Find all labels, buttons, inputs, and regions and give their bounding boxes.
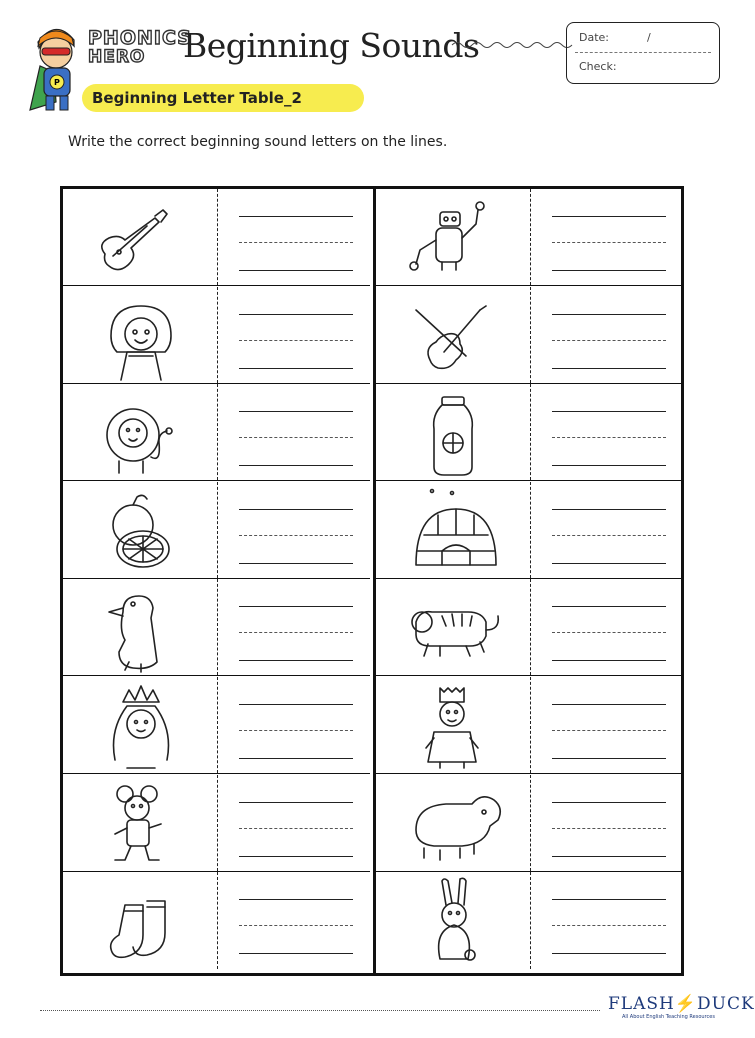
column-divider (217, 287, 218, 383)
top-line (239, 411, 353, 412)
left-row-4 (63, 482, 370, 579)
column-divider (217, 872, 218, 969)
king-icon (376, 677, 530, 774)
column-divider (530, 189, 531, 285)
column-divider (217, 579, 218, 675)
instruction-text: Write the correct beginning sound letters on the lines. (68, 134, 448, 150)
left-row-1 (63, 189, 370, 286)
midline-dashed (239, 730, 353, 731)
electric-guitar-icon (63, 189, 217, 286)
writing-lines[interactable] (552, 579, 666, 676)
midline-dashed (552, 340, 666, 341)
column-divider (217, 482, 218, 578)
midline-dashed (239, 632, 353, 633)
base-line (239, 660, 353, 661)
brand-line1: PHONICS (88, 27, 192, 49)
svg-text:P: P (54, 78, 60, 87)
hippo-icon (376, 775, 530, 872)
right-row-6 (376, 677, 683, 774)
midline-dashed (239, 828, 353, 829)
top-line (552, 802, 666, 803)
column-divider (217, 677, 218, 773)
writing-lines[interactable] (552, 677, 666, 774)
base-line (552, 856, 666, 857)
violin-icon (376, 287, 530, 384)
writing-lines[interactable] (239, 482, 353, 579)
orange-icon (63, 482, 217, 579)
check-label: Check: (579, 60, 617, 73)
top-line (239, 606, 353, 607)
top-line (239, 802, 353, 803)
penguin-icon (63, 579, 217, 676)
base-line (239, 368, 353, 369)
top-line (239, 509, 353, 510)
writing-lines[interactable] (552, 384, 666, 481)
base-line (239, 856, 353, 857)
writing-lines[interactable] (239, 579, 353, 676)
tiger-icon (376, 579, 530, 676)
right-row-8 (376, 872, 683, 969)
midline-dashed (552, 730, 666, 731)
writing-lines[interactable] (552, 189, 666, 286)
writing-lines[interactable] (239, 287, 353, 384)
midline-dashed (552, 437, 666, 438)
midline-dashed (552, 535, 666, 536)
beginning-letter-table (60, 186, 684, 976)
date-separator: / (647, 31, 651, 44)
base-line (552, 368, 666, 369)
top-line (239, 216, 353, 217)
date-label: Date: (579, 31, 609, 44)
column-divider (530, 677, 531, 773)
left-row-7 (63, 775, 370, 872)
midline-dashed (239, 925, 353, 926)
right-row-7 (376, 775, 683, 872)
column-divider (217, 384, 218, 480)
base-line (552, 270, 666, 271)
midline-dashed (552, 925, 666, 926)
midline-dashed (239, 535, 353, 536)
worksheet-subtitle: Beginning Letter Table_2 (92, 89, 302, 107)
writing-lines[interactable] (239, 189, 353, 286)
top-line (552, 509, 666, 510)
top-line (239, 899, 353, 900)
column-divider (530, 384, 531, 480)
midline-dashed (239, 242, 353, 243)
date-divider (575, 52, 711, 53)
right-column (373, 189, 683, 973)
left-row-3 (63, 384, 370, 481)
base-line (239, 758, 353, 759)
base-line (239, 465, 353, 466)
top-line (552, 411, 666, 412)
right-row-3 (376, 384, 683, 481)
queen-icon (63, 677, 217, 774)
right-row-4 (376, 482, 683, 579)
column-divider (530, 287, 531, 383)
mouse-icon (63, 775, 217, 872)
writing-lines[interactable] (552, 482, 666, 579)
left-row-6 (63, 677, 370, 774)
flash-duck-tagline: All About English Teaching Resources (622, 1014, 715, 1020)
column-divider (530, 775, 531, 871)
flash-duck-logo (608, 994, 755, 1014)
base-line (552, 465, 666, 466)
writing-lines[interactable] (552, 287, 666, 384)
column-divider (530, 872, 531, 969)
base-line (552, 563, 666, 564)
girl-icon (63, 287, 217, 384)
top-line (552, 899, 666, 900)
midline-dashed (552, 632, 666, 633)
rabbit-icon (376, 872, 530, 969)
page-title: Beginning Sounds (183, 26, 480, 65)
footer-dotted-line (40, 1010, 600, 1011)
brand-flash: FLASH (608, 994, 675, 1014)
phonics-hero-logo (88, 27, 192, 72)
midline-dashed (552, 242, 666, 243)
top-line (552, 606, 666, 607)
base-line (552, 953, 666, 954)
base-line (552, 660, 666, 661)
base-line (552, 758, 666, 759)
date-check-box (566, 22, 720, 84)
column-divider (217, 189, 218, 285)
base-line (239, 953, 353, 954)
midline-dashed (239, 437, 353, 438)
left-row-5 (63, 579, 370, 676)
top-line (552, 216, 666, 217)
top-line (239, 704, 353, 705)
right-row-2 (376, 287, 683, 384)
column-divider (530, 482, 531, 578)
left-row-8 (63, 872, 370, 969)
writing-lines[interactable] (239, 872, 353, 969)
left-row-2 (63, 287, 370, 384)
base-line (239, 563, 353, 564)
writing-lines[interactable] (239, 677, 353, 774)
right-row-5 (376, 579, 683, 676)
column-divider (530, 579, 531, 675)
phonics-hero-mascot-icon (26, 22, 88, 116)
top-line (552, 314, 666, 315)
wavy-line-decoration (452, 38, 572, 52)
lion-icon (63, 384, 217, 481)
base-line (239, 270, 353, 271)
brand-duck: DUCK (697, 994, 755, 1014)
writing-lines[interactable] (239, 384, 353, 481)
writing-lines[interactable] (552, 775, 666, 872)
left-column (63, 189, 370, 973)
top-line (552, 704, 666, 705)
robot-icon (376, 189, 530, 286)
top-line (239, 314, 353, 315)
column-divider (217, 775, 218, 871)
midline-dashed (239, 340, 353, 341)
midline-dashed (552, 828, 666, 829)
writing-lines[interactable] (552, 872, 666, 969)
yogurt-icon (376, 384, 530, 481)
writing-lines[interactable] (239, 775, 353, 872)
right-row-1 (376, 189, 683, 286)
lightning-bolt-icon: ⚡ (674, 994, 698, 1014)
socks-icon (63, 872, 217, 969)
igloo-icon (376, 482, 530, 579)
brand-line2: HERO (88, 47, 146, 67)
